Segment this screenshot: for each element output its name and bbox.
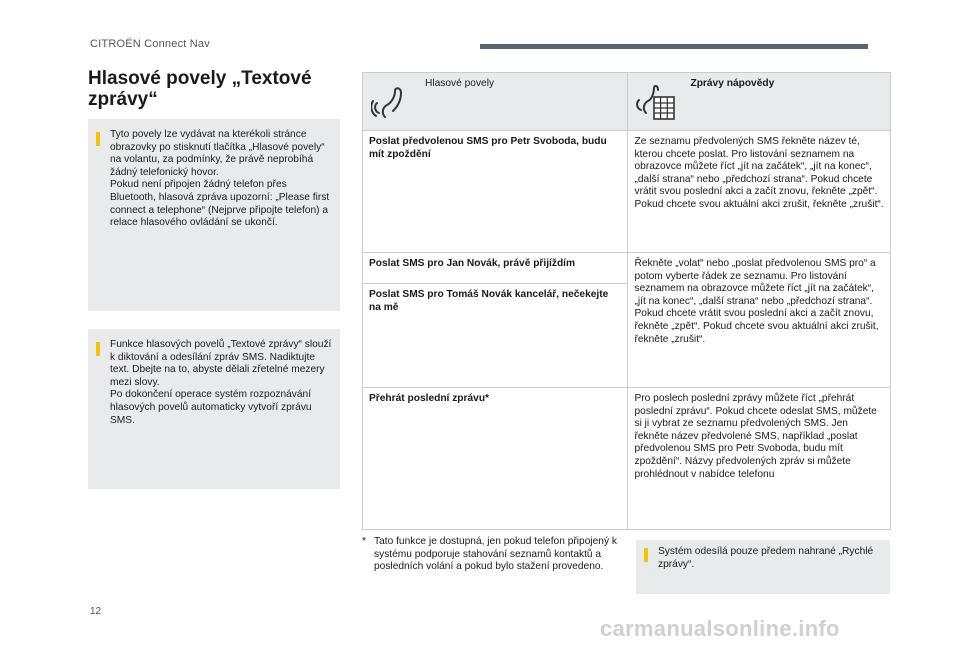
info-note-1 <box>88 119 340 311</box>
header-bar <box>480 44 868 49</box>
table-row <box>363 388 891 530</box>
header-voice-commands <box>363 73 628 131</box>
info-note-3 <box>636 540 890 594</box>
footnote <box>362 536 626 574</box>
header-title: CITROËN Connect Nav <box>90 38 210 50</box>
command-cell: Poslat předvolenou SMS pro Petr Svoboda, budu mít zpoždění <box>363 131 628 253</box>
header-help-label: Zprávy nápovědy <box>690 78 775 89</box>
footnote-star: * <box>362 536 366 547</box>
response-cell: Pro poslech poslední zprávy můžete říct „přehrát poslední zprávu“. Pokud chcete odeslat SMS, můžete si ji vybrat ze seznamu předvolených SMS. Jen řekněte název předvolené SMS, například „poslat předvolenou SMS pro Petr Svoboda, budu mít zpoždění“. Názvy předvolených zpráv si můžete prohlédnout v nabídce telefonu <box>628 388 891 530</box>
table-row <box>363 131 891 253</box>
help-keypad-icon <box>636 83 676 123</box>
info-note-2 <box>88 329 340 489</box>
info-mark-icon <box>96 342 100 356</box>
response-cell: Řekněte „volat“ nebo „poslat předvolenou SMS pro“ a potom vyberte řádek ze seznamu. Pro listování seznamem na obrazovce můžete říct „jít na začátek“, „jít na konec“, „další strana“ nebo „předchozí strana“. Pokud chcete vrátit svou poslední akci a začít znovu, řekněte „zpět“. Pokud chcete svou aktuální akci zrušit, řekněte „zrušit“. <box>628 253 891 388</box>
note2-paragraph1: Funkce hlasových povelů „Textové zprávy“ slouží k diktování a odesílání zpráv SMS. Nadiktujte text. Dbejte na to, abyste dělali zřetelné mezery mezi slovy. <box>110 339 332 388</box>
voice-command-table <box>362 72 891 530</box>
table-header-row <box>363 73 891 131</box>
header-voice-label: Hlasové povely <box>425 78 495 89</box>
command-cell: Přehrát poslední zprávu* <box>363 388 628 530</box>
note1-paragraph1: Tyto povely lze vydávat na kterékoli stránce obrazovky po stisknutí tlačítka „Hlasové povely“ na volantu, za podmínky, že právě neprobíhá žádný telefonický hovor. <box>110 129 325 178</box>
voice-command-icon <box>371 83 411 123</box>
info-mark-icon <box>96 132 100 146</box>
table-row <box>363 253 891 284</box>
footnote-text: Tato funkce je dostupná, jen pokud telefon připojený k systému podporuje stahování seznamů kontaktů a posledních volání a pokud bylo stažení provedeno. <box>374 536 617 573</box>
note1-paragraph2: Pokud není připojen žádný telefon přes Bluetooth, hlasová zpráva upozorní: „Please first connect a telephone“ (Nejprve připojte telefon) a relace hlasového ovládání se ukončí. <box>110 179 330 229</box>
info-mark-icon <box>644 548 648 562</box>
page-number: 12 <box>90 606 102 617</box>
side-note-text: Systém odesílá pouze předem nahrané „Rychlé zprávy“. <box>658 546 874 570</box>
command-cell: Poslat SMS pro Tomáš Novák kancelář, nečekejte na mě <box>363 284 628 388</box>
watermark: carmanualsonline.info <box>600 616 840 641</box>
note2-paragraph2: Po dokončení operace systém rozpoznávání hlasových povelů automaticky vytvoří zprávu SMS. <box>110 389 312 426</box>
command-cell: Poslat SMS pro Jan Novák, právě přijíždím <box>363 253 628 284</box>
page-title: Hlasové povely „Textové zprávy“ <box>88 68 312 110</box>
header-help-messages <box>628 73 891 131</box>
response-cell: Ze seznamu předvolených SMS řekněte název té, kterou chcete poslat. Pro listování seznamem na obrazovce můžete říct „jít na začátek“, „jít na konec“, „další strana“ nebo „předchozí strana“. Pokud chcete vrátit svou poslední akci a začít znovu, řekněte „zpět“. Pokud chcete svou aktuální akci zrušit, řekněte „zrušit“. <box>628 131 891 253</box>
